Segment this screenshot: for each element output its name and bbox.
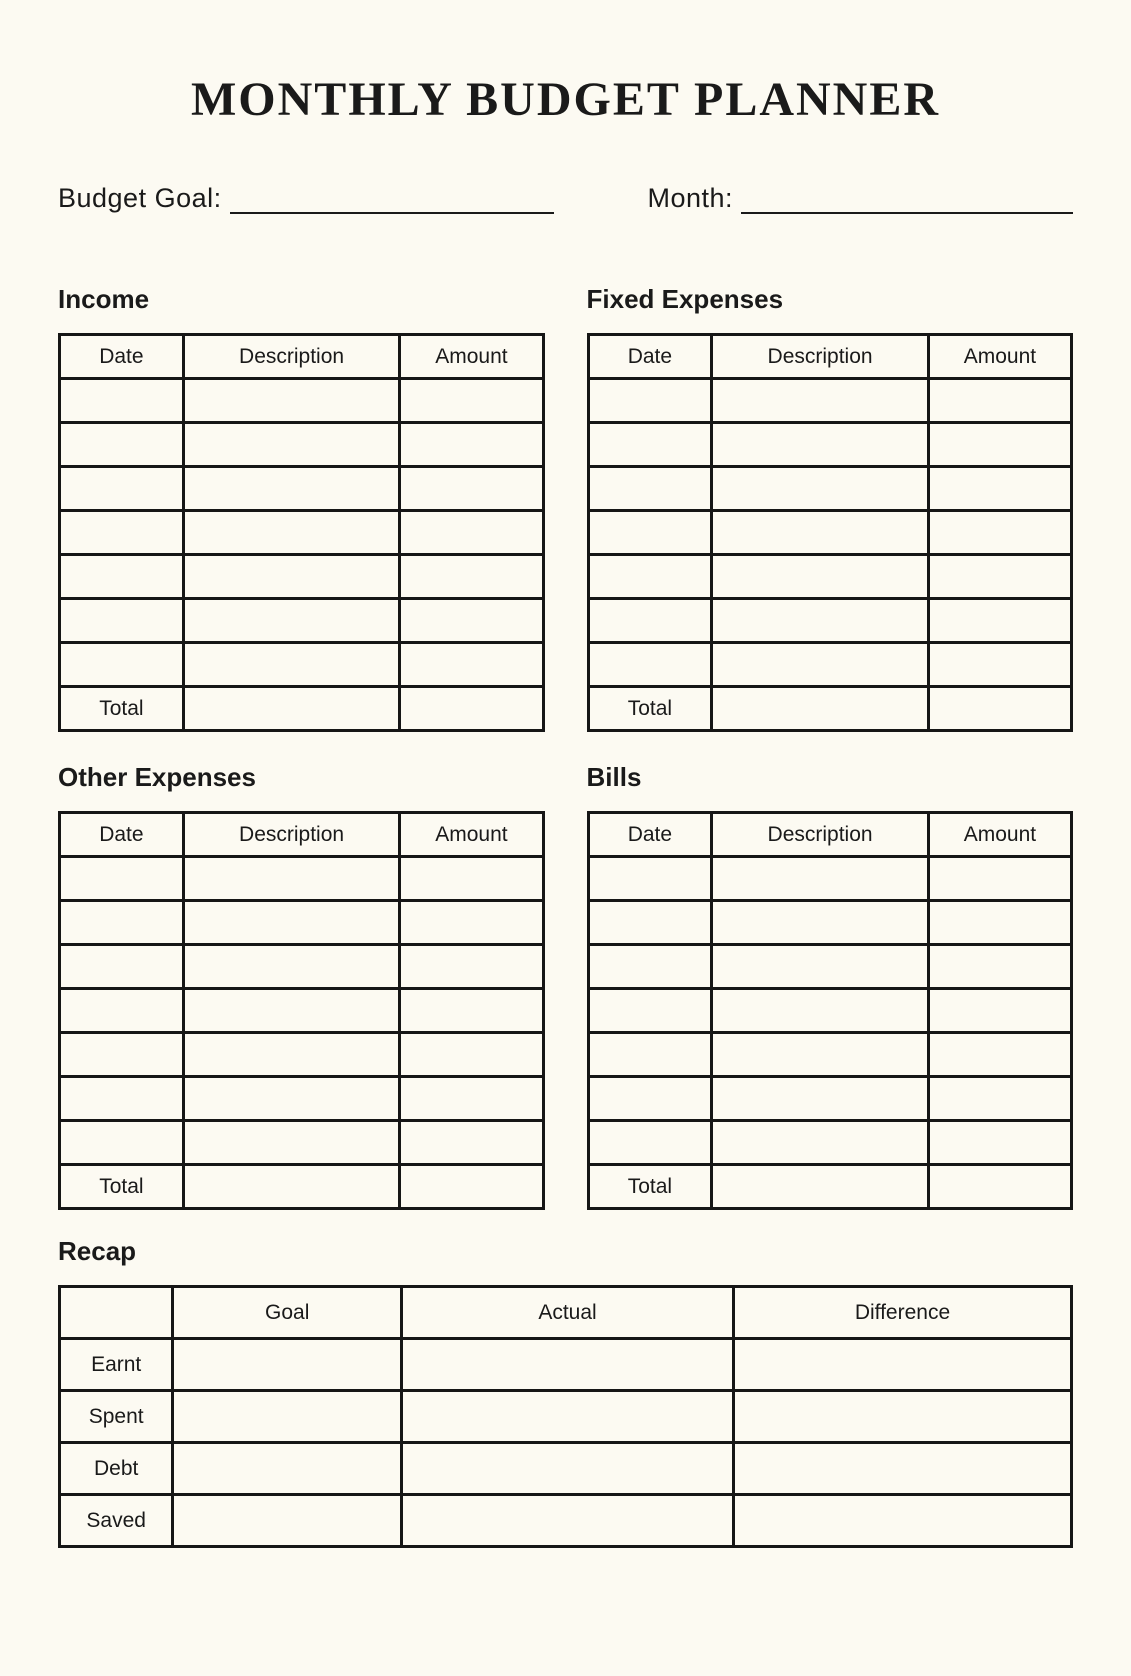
recap-debt-difference-cell[interactable] [733,1443,1071,1495]
income-total-label: Total [60,687,184,731]
income-col-date: Date [60,335,184,379]
fixed-expenses-r5-date-cell[interactable] [588,555,712,599]
bills-section [587,762,1074,1210]
bills-total-row [588,1165,1072,1209]
fixed-expenses-r6-description-cell[interactable] [712,599,929,643]
month-label: Month: [647,183,733,214]
fixed-expenses-r4-date-cell[interactable] [588,511,712,555]
recap-spent-goal-cell[interactable] [173,1391,402,1443]
other-expenses-r1-description-cell[interactable] [183,857,400,901]
other-expenses-r5-amount-cell[interactable] [400,1033,543,1077]
fixed-expenses-row-5 [588,555,1072,599]
fixed-expenses-row-7 [588,643,1072,687]
recap-spent-label: Spent [60,1391,173,1443]
fixed-expenses-row-4 [588,511,1072,555]
income-r6-description-cell[interactable] [183,599,400,643]
recap-earnt-goal-cell[interactable] [173,1339,402,1391]
fixed-expenses-r7-amount-cell[interactable] [928,643,1071,687]
budget-goal-field [58,182,554,214]
recap-saved-goal-cell[interactable] [173,1495,402,1547]
fixed-expenses-r4-amount-cell[interactable] [928,511,1071,555]
fixed-expenses-r2-amount-cell[interactable] [928,423,1071,467]
other-expenses-r6-amount-cell[interactable] [400,1077,543,1121]
income-r4-date-cell[interactable] [60,511,184,555]
recap-row-earnt [60,1339,1072,1391]
bills-row-3 [588,945,1072,989]
income-r7-description-cell[interactable] [183,643,400,687]
income-col-amount: Amount [400,335,543,379]
fixed-expenses-total-amount-cell[interactable] [928,687,1071,731]
recap-row-saved [60,1495,1072,1547]
fixed-expenses-total-description-cell[interactable] [712,687,929,731]
recap-saved-actual-cell[interactable] [402,1495,734,1547]
other-expenses-col-date: Date [60,813,184,857]
fixed-expenses-r4-description-cell[interactable] [712,511,929,555]
recap-table [58,1285,1073,1548]
other-expenses-r4-description-cell[interactable] [183,989,400,1033]
bills-r3-date-cell[interactable] [588,945,712,989]
fixed-expenses-r6-amount-cell[interactable] [928,599,1071,643]
recap-saved-label: Saved [60,1495,173,1547]
other-expenses-r2-amount-cell[interactable] [400,901,543,945]
other-expenses-r7-description-cell[interactable] [183,1121,400,1165]
bills-r2-amount-cell[interactable] [928,901,1071,945]
bills-r6-description-cell[interactable] [712,1077,929,1121]
other-expenses-total-row [60,1165,544,1209]
income-section [58,284,545,732]
bills-r1-description-cell[interactable] [712,857,929,901]
fixed-expenses-row-6 [588,599,1072,643]
other-expenses-r4-amount-cell[interactable] [400,989,543,1033]
fixed-expenses-r6-date-cell[interactable] [588,599,712,643]
bills-r6-date-cell[interactable] [588,1077,712,1121]
bills-r7-amount-cell[interactable] [928,1121,1071,1165]
other-expenses-r7-date-cell[interactable] [60,1121,184,1165]
income-r1-description-cell[interactable] [183,379,400,423]
income-row-5 [60,555,544,599]
fixed-expenses-r2-date-cell[interactable] [588,423,712,467]
fixed-expenses-header-row [588,335,1072,379]
other-expenses-r5-date-cell[interactable] [60,1033,184,1077]
bills-r2-description-cell[interactable] [712,901,929,945]
fixed-expenses-total-row [588,687,1072,731]
recap-saved-difference-cell[interactable] [733,1495,1071,1547]
other-expenses-row-4 [60,989,544,1033]
other-expenses-total-description-cell[interactable] [183,1165,400,1209]
recap-col-actual: Actual [402,1287,734,1339]
page-title: MONTHLY BUDGET PLANNER [191,73,940,126]
other-expenses-table [58,811,545,1210]
bills-row-4 [588,989,1072,1033]
bills-total-amount-cell[interactable] [928,1165,1071,1209]
fixed-expenses-r2-description-cell[interactable] [712,423,929,467]
fixed-expenses-r1-amount-cell[interactable] [928,379,1071,423]
tables-grid [58,284,1073,1210]
other-expenses-r2-description-cell[interactable] [183,901,400,945]
fixed-expenses-col-date: Date [588,335,712,379]
fixed-expenses-r1-date-cell[interactable] [588,379,712,423]
bills-r6-amount-cell[interactable] [928,1077,1071,1121]
income-total-row [60,687,544,731]
income-row-1 [60,379,544,423]
income-r3-date-cell[interactable] [60,467,184,511]
recap-earnt-label: Earnt [60,1339,173,1391]
income-r2-amount-cell[interactable] [400,423,543,467]
bills-col-date: Date [588,813,712,857]
fixed-expenses-table [587,333,1074,732]
header-fields-row [58,182,1073,214]
bills-r3-description-cell[interactable] [712,945,929,989]
recap-heading: Recap [58,1236,137,1266]
fixed-expenses-r3-description-cell[interactable] [712,467,929,511]
income-heading: Income [58,284,150,314]
other-expenses-r6-date-cell[interactable] [60,1077,184,1121]
other-expenses-r3-amount-cell[interactable] [400,945,543,989]
bills-table [587,811,1074,1210]
bills-r7-date-cell[interactable] [588,1121,712,1165]
income-table [58,333,545,732]
fixed-expenses-r7-date-cell[interactable] [588,643,712,687]
bills-r4-date-cell[interactable] [588,989,712,1033]
fixed-expenses-col-amount: Amount [928,335,1071,379]
other-expenses-r1-date-cell[interactable] [60,857,184,901]
bills-r4-amount-cell[interactable] [928,989,1071,1033]
income-total-amount-cell[interactable] [400,687,543,731]
income-total-description-cell[interactable] [183,687,400,731]
other-expenses-r4-date-cell[interactable] [60,989,184,1033]
recap-debt-goal-cell[interactable] [173,1443,402,1495]
recap-header-row [60,1287,1072,1339]
fixed-expenses-r7-description-cell[interactable] [712,643,929,687]
income-r1-date-cell[interactable] [60,379,184,423]
fixed-expenses-section [587,284,1074,732]
fixed-expenses-row-1 [588,379,1072,423]
recap-col-goal: Goal [173,1287,402,1339]
income-r6-date-cell[interactable] [60,599,184,643]
bills-header-row [588,813,1072,857]
other-expenses-row-2 [60,901,544,945]
other-expenses-row-1 [60,857,544,901]
other-expenses-col-description: Description [183,813,400,857]
bills-row-2 [588,901,1072,945]
recap-col-difference: Difference [733,1287,1071,1339]
recap-row-debt [60,1443,1072,1495]
bills-r1-amount-cell[interactable] [928,857,1071,901]
income-row-3 [60,467,544,511]
other-expenses-section [58,762,545,1210]
budget-goal-label: Budget Goal: [58,183,222,214]
other-expenses-r3-date-cell[interactable] [60,945,184,989]
fixed-expenses-r3-amount-cell[interactable] [928,467,1071,511]
income-r2-description-cell[interactable] [183,423,400,467]
fixed-expenses-row-3 [588,467,1072,511]
bills-col-description: Description [712,813,929,857]
bills-row-7 [588,1121,1072,1165]
bills-r1-date-cell[interactable] [588,857,712,901]
fixed-expenses-r3-date-cell[interactable] [588,467,712,511]
bills-heading: Bills [586,762,642,792]
other-expenses-row-6 [60,1077,544,1121]
income-r5-description-cell[interactable] [183,555,400,599]
other-expenses-r2-date-cell[interactable] [60,901,184,945]
fixed-expenses-heading: Fixed Expenses [586,284,784,314]
income-r3-description-cell[interactable] [183,467,400,511]
other-expenses-r6-description-cell[interactable] [183,1077,400,1121]
other-expenses-row-7 [60,1121,544,1165]
fixed-expenses-r5-amount-cell[interactable] [928,555,1071,599]
income-header-row [60,335,544,379]
month-field [647,182,1073,214]
other-expenses-row-3 [60,945,544,989]
month-input-line[interactable] [741,182,1073,214]
budget-planner-page [0,73,1131,1548]
income-r5-amount-cell[interactable] [400,555,543,599]
income-col-description: Description [183,335,400,379]
bills-r3-amount-cell[interactable] [928,945,1071,989]
income-row-2 [60,423,544,467]
income-r6-amount-cell[interactable] [400,599,543,643]
income-row-6 [60,599,544,643]
other-expenses-total-amount-cell[interactable] [400,1165,543,1209]
fixed-expenses-r1-description-cell[interactable] [712,379,929,423]
bills-r5-amount-cell[interactable] [928,1033,1071,1077]
recap-earnt-difference-cell[interactable] [733,1339,1071,1391]
income-r7-date-cell[interactable] [60,643,184,687]
income-r1-amount-cell[interactable] [400,379,543,423]
income-r5-date-cell[interactable] [60,555,184,599]
income-row-4 [60,511,544,555]
other-expenses-col-amount: Amount [400,813,543,857]
recap-spent-difference-cell[interactable] [733,1391,1071,1443]
recap-section [58,1236,1073,1548]
recap-corner-cell [60,1287,173,1339]
income-r2-date-cell[interactable] [60,423,184,467]
bills-r5-description-cell[interactable] [712,1033,929,1077]
other-expenses-heading: Other Expenses [58,762,256,792]
other-expenses-total-label: Total [60,1165,184,1209]
other-expenses-r1-amount-cell[interactable] [400,857,543,901]
other-expenses-header-row [60,813,544,857]
bills-r4-description-cell[interactable] [712,989,929,1033]
income-r3-amount-cell[interactable] [400,467,543,511]
bills-row-5 [588,1033,1072,1077]
bills-total-label: Total [588,1165,712,1209]
bills-row-6 [588,1077,1072,1121]
recap-debt-actual-cell[interactable] [402,1443,734,1495]
income-r4-description-cell[interactable] [183,511,400,555]
other-expenses-r3-description-cell[interactable] [183,945,400,989]
fixed-expenses-col-description: Description [712,335,929,379]
budget-goal-input-line[interactable] [230,182,554,214]
bills-total-description-cell[interactable] [712,1165,929,1209]
income-r4-amount-cell[interactable] [400,511,543,555]
income-row-7 [60,643,544,687]
recap-row-spent [60,1391,1072,1443]
other-expenses-row-5 [60,1033,544,1077]
bills-r5-date-cell[interactable] [588,1033,712,1077]
other-expenses-r7-amount-cell[interactable] [400,1121,543,1165]
fixed-expenses-row-2 [588,423,1072,467]
other-expenses-r5-description-cell[interactable] [183,1033,400,1077]
bills-r7-description-cell[interactable] [712,1121,929,1165]
fixed-expenses-r5-description-cell[interactable] [712,555,929,599]
recap-earnt-actual-cell[interactable] [402,1339,734,1391]
recap-spent-actual-cell[interactable] [402,1391,734,1443]
recap-debt-label: Debt [60,1443,173,1495]
bills-col-amount: Amount [928,813,1071,857]
bills-r2-date-cell[interactable] [588,901,712,945]
bills-row-1 [588,857,1072,901]
fixed-expenses-total-label: Total [588,687,712,731]
income-r7-amount-cell[interactable] [400,643,543,687]
